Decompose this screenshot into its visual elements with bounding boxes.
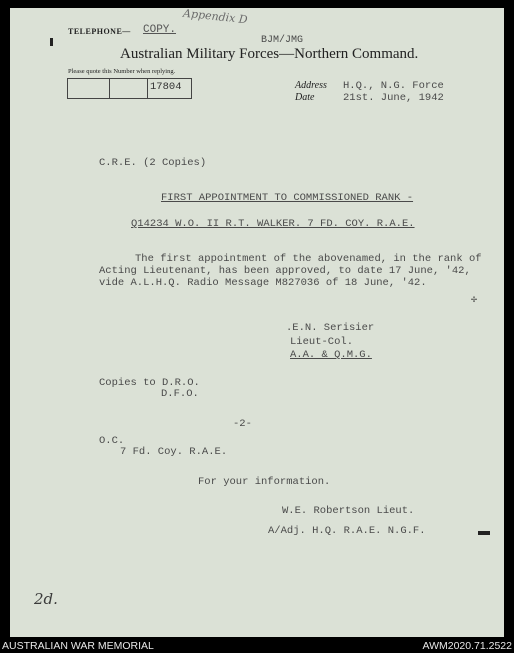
minute-to-line-1: O.C. — [99, 435, 125, 447]
address-label: Address — [295, 80, 327, 91]
punch-mark — [50, 38, 53, 46]
margin-mark: ✢ — [471, 295, 478, 306]
copy-label: COPY. — [143, 24, 177, 36]
signatory-title: A.A. & Q.M.G. — [290, 349, 372, 361]
handwritten-initials: 2d. — [34, 590, 58, 608]
margin-mark-2 — [478, 531, 490, 535]
signatory-name: .E.N. Serisier — [286, 322, 375, 334]
subject-line-1: FIRST APPOINTMENT TO COMMISSIONED RANK - — [161, 192, 414, 204]
copies-to-second: D.F.O. — [161, 388, 199, 400]
telephone-label: TELEPHONE— — [68, 27, 131, 36]
signatory-rank: Lieut-Col. — [290, 336, 354, 348]
minute-text: For your information. — [198, 476, 331, 488]
minute-signatory-name: W.E. Robertson Lieut. — [282, 505, 415, 517]
recipient-line: C.R.E. (2 Copies) — [99, 157, 207, 169]
subject-line-2: Q14234 W.O. II R.T. WALKER. 7 FD. COY. R.A.E. — [131, 218, 415, 230]
date-value: 21st. June, 1942 — [343, 92, 444, 104]
copies-to-line: Copies to D.R.O. — [99, 377, 200, 389]
minute-to-line-2: 7 Fd. Coy. R.A.E. — [120, 446, 228, 458]
minute-signatory-title: A/Adj. H.Q. R.A.E. N.G.F. — [268, 525, 426, 537]
footer-archive-name: AUSTRALIAN WAR MEMORIAL — [2, 640, 154, 652]
reference-code: BJM/JMG — [261, 35, 304, 46]
paragraph-line-2: Acting Lieutenant, has been approved, to date 17 June, '42, — [99, 265, 471, 277]
file-number-box — [67, 78, 192, 99]
date-label: Date — [295, 92, 315, 103]
file-number: 17804 — [150, 81, 182, 93]
appendix-annotation: Appendix D — [182, 6, 249, 27]
paragraph-line-3: vide A.L.H.Q. Radio Message M827036 of 18 June, '42. — [99, 277, 427, 289]
footer-accession-number: AWM2020.71.2522 — [422, 640, 512, 652]
paragraph-line-1: The first appointment of the abovenamed, in the rank of — [135, 253, 482, 265]
address-value: H.Q., N.G. Force — [343, 80, 444, 92]
quote-number-note: Please quote this Number when replying. — [68, 68, 176, 75]
organisation-title: Australian Military Forces—Northern Command. — [120, 46, 419, 62]
page-marker: -2- — [233, 418, 252, 430]
